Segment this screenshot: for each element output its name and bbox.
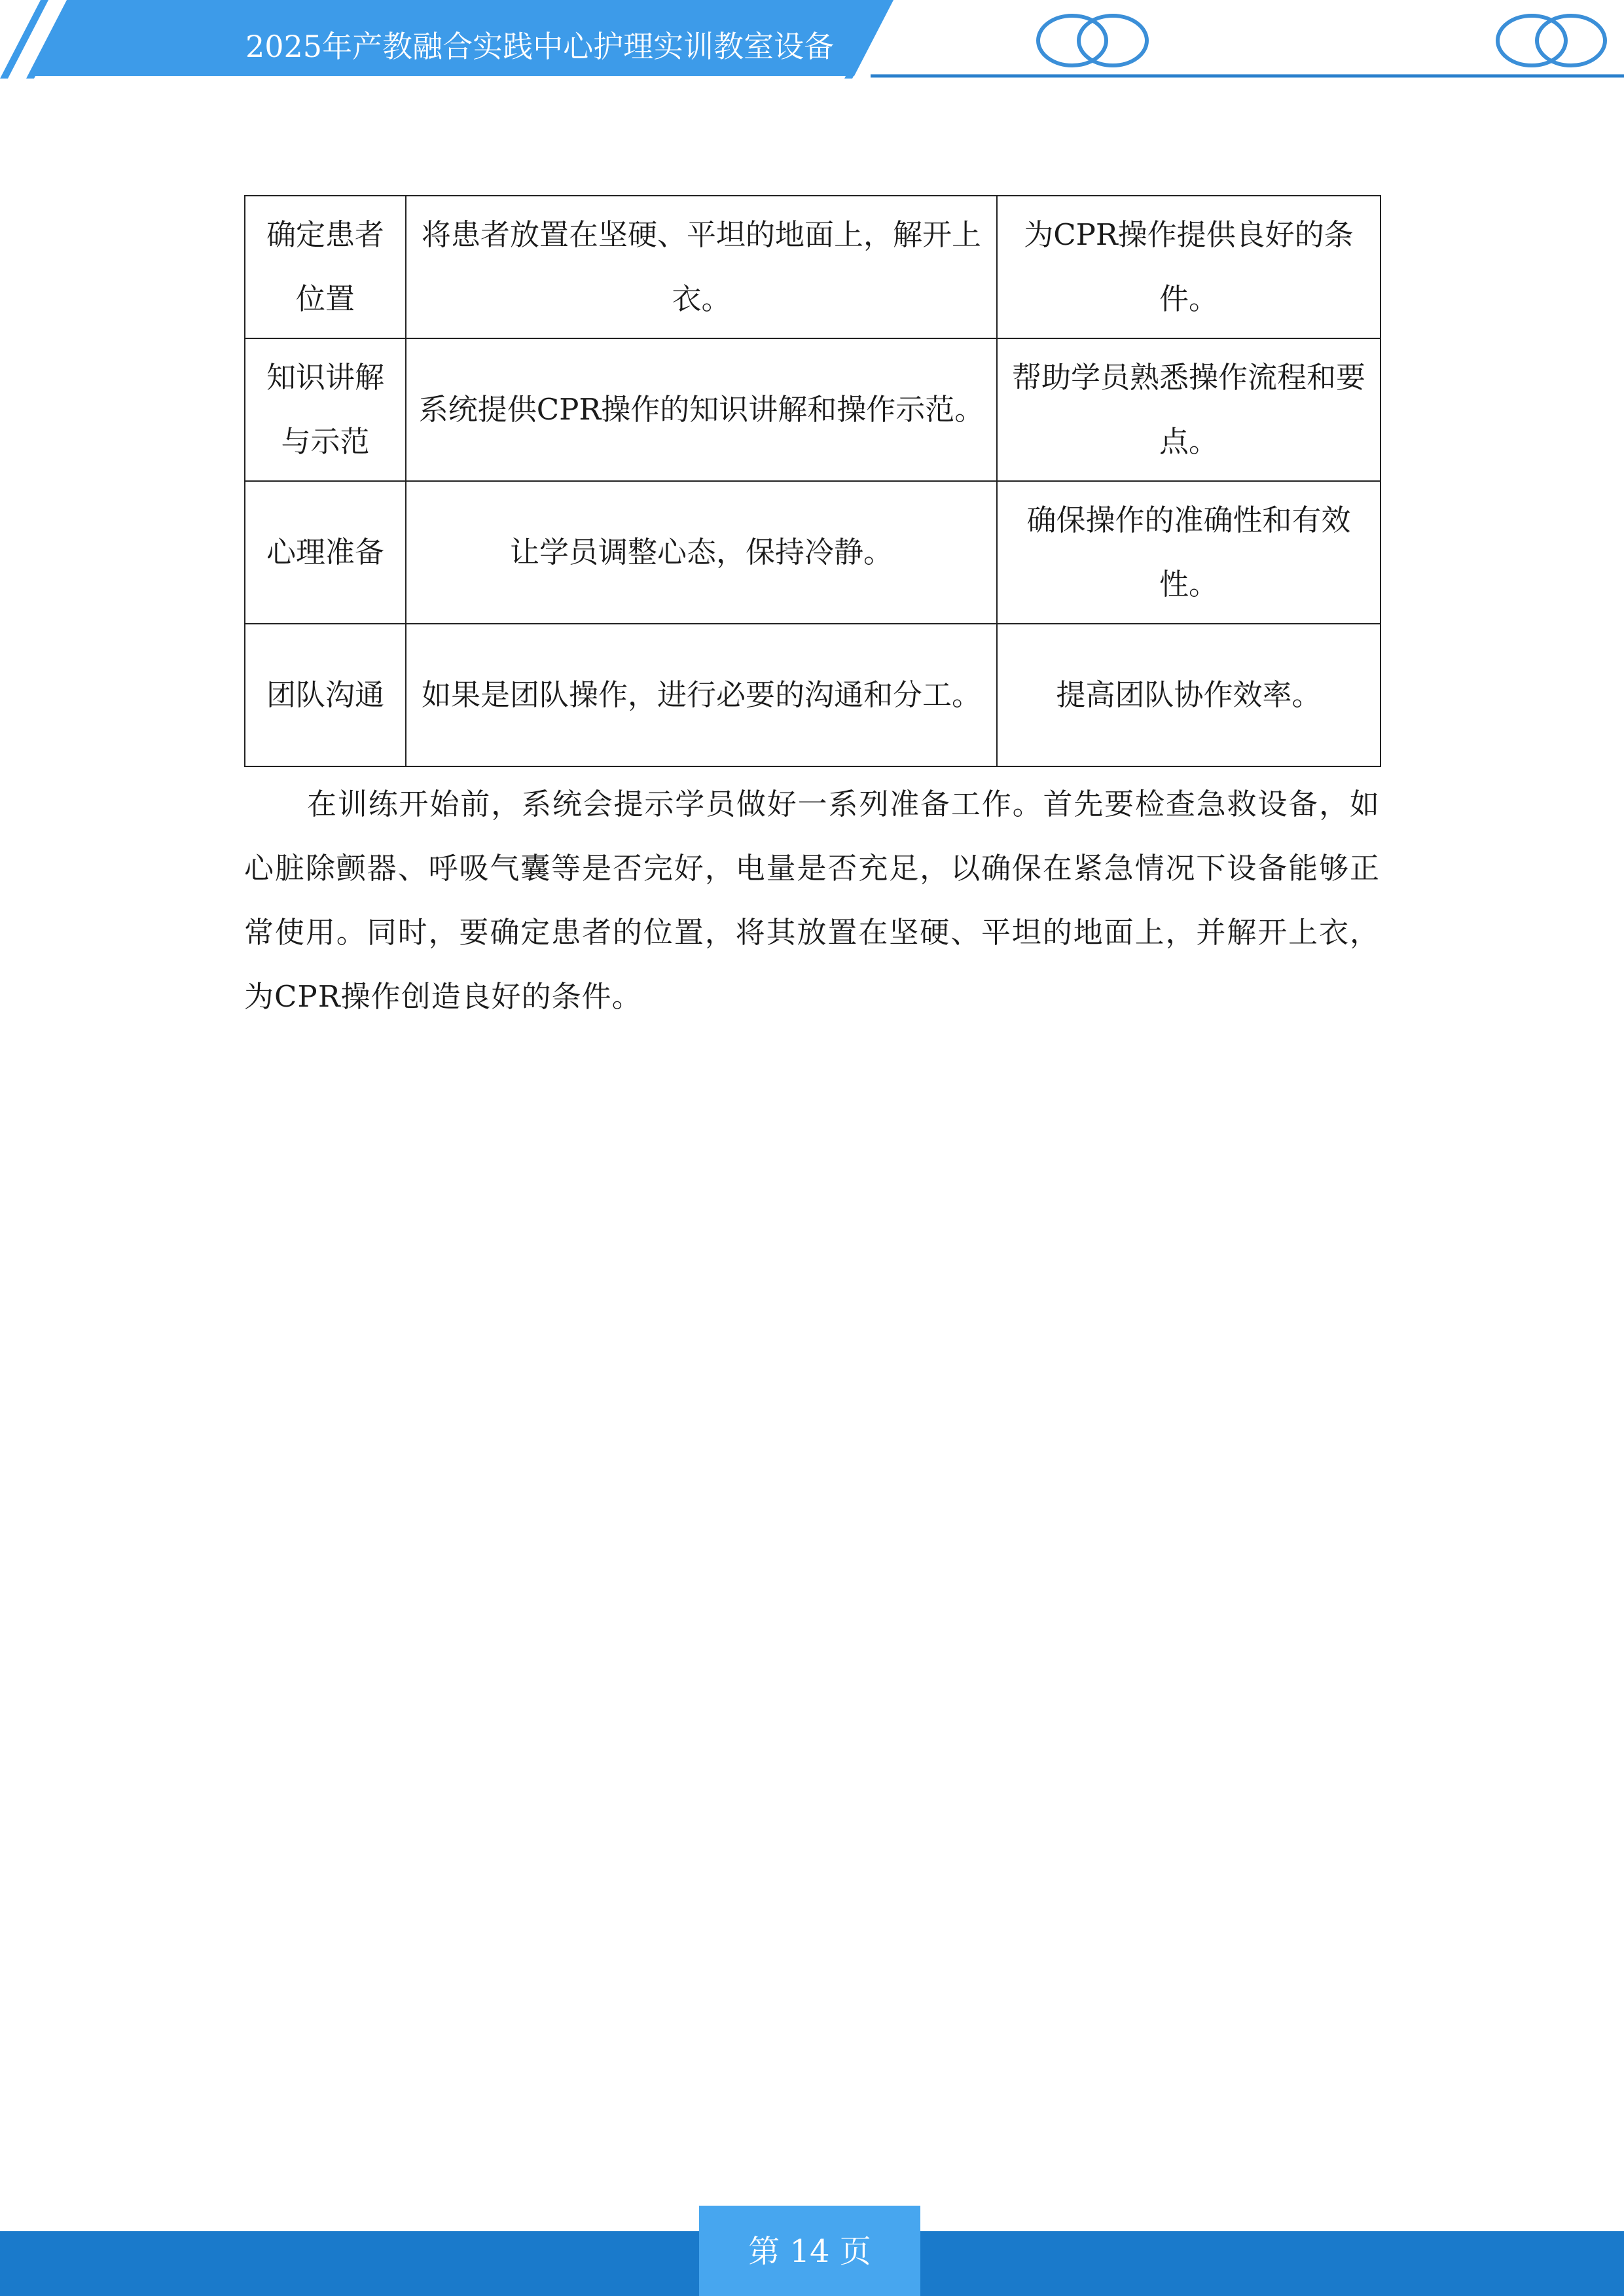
- table-cell-purpose: 提高团队协作效率。: [997, 624, 1380, 766]
- page-header: [0, 0, 1624, 92]
- table-row: [245, 338, 1380, 481]
- body-paragraph: 在训练开始前，系统会提示学员做好一系列准备工作。首先要检查急救设备，如心脏除颤器、呼吸气囊等是否完好，电量是否充足，以确保在紧急情况下设备能够正常使用。同时，要确定患者的位置，将其放置在坚硬、平坦的地面上，并解开上衣，为CPR操作创造良好的条件。: [244, 787, 1380, 1014]
- double-ring-logo-icon: [1038, 16, 1147, 65]
- double-ring-logo-icon-right: [1498, 16, 1605, 65]
- preparation-table: [244, 195, 1381, 767]
- table-row: [245, 624, 1380, 766]
- table-cell-item: 团队沟通: [245, 624, 406, 766]
- table-cell-item: 心理准备: [245, 481, 406, 624]
- table-row: [245, 196, 1380, 338]
- table-cell-content: 将患者放置在坚硬、平坦的地面上，解开上衣。: [406, 196, 997, 338]
- page-content: [244, 195, 1380, 1029]
- document-title: 2025年产教融合实践中心护理实训教室设备: [245, 29, 835, 64]
- table-cell-item: 确定患者位置: [245, 196, 406, 338]
- page-number: 第 14 页: [748, 2233, 871, 2270]
- table-cell-purpose: 为CPR操作提供良好的条件。: [997, 196, 1380, 338]
- table-row: [245, 481, 1380, 624]
- table-cell-content: 如果是团队操作，进行必要的沟通和分工。: [406, 624, 997, 766]
- table-cell-item: 知识讲解与示范: [245, 338, 406, 481]
- table-cell-content: 系统提供CPR操作的知识讲解和操作示范。: [406, 338, 997, 481]
- table-cell-purpose: 帮助学员熟悉操作流程和要点。: [997, 338, 1380, 481]
- table-cell-content: 让学员调整心态，保持冷静。: [406, 481, 997, 624]
- table-cell-purpose: 确保操作的准确性和有效性。: [997, 481, 1380, 624]
